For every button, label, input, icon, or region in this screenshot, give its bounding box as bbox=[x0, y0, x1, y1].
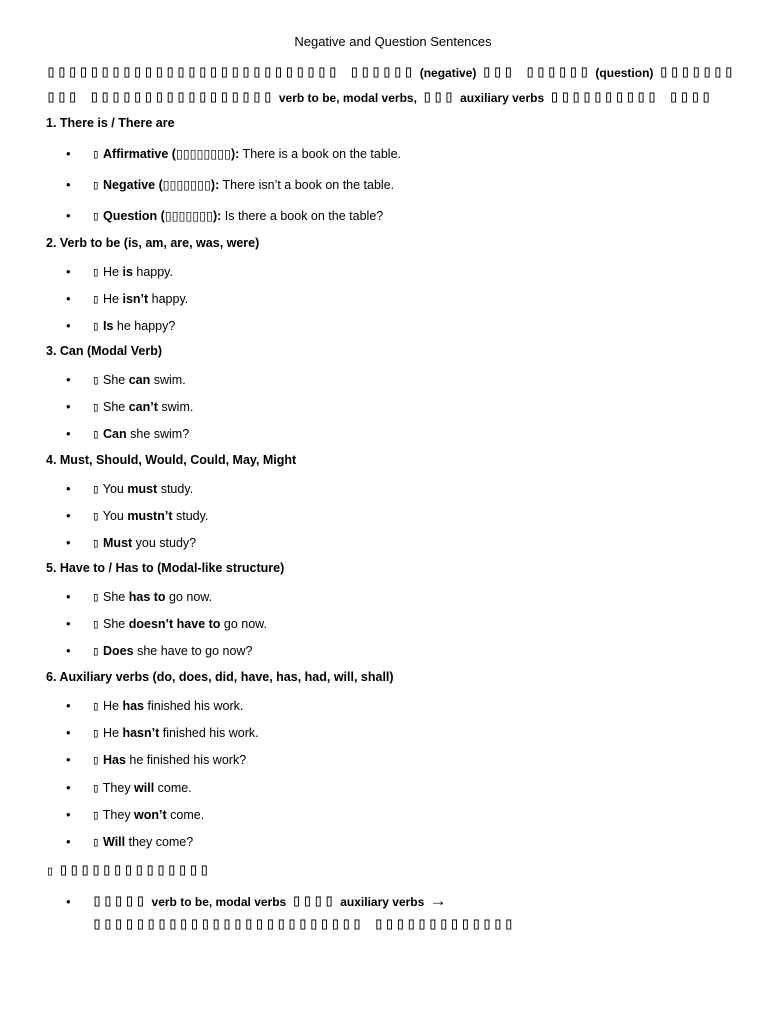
summary-bold-2: auxiliary verbs bbox=[340, 895, 425, 909]
list-item-body bbox=[92, 399, 193, 414]
bullet-icon: • bbox=[66, 834, 71, 849]
item-text-post: come. bbox=[154, 780, 192, 795]
intro-text-3: ▯▯▯▯▯▯▯ ▯▯▯ ▯▯▯▯▯▯▯▯▯▯▯▯▯▯▯▯▯ bbox=[46, 62, 735, 107]
item-text-bold: Affirmative (▯▯▯▯▯▯▯▯): bbox=[103, 147, 240, 161]
intro-text-2: ▯▯▯ ▯▯▯▯▯▯ bbox=[481, 62, 591, 82]
placeholder-icon: ▯ bbox=[92, 481, 100, 496]
bullet-icon: • bbox=[66, 318, 71, 334]
bullet-icon: • bbox=[66, 725, 71, 741]
item-text-pre: She bbox=[103, 373, 129, 387]
placeholder-icon: ▯ bbox=[92, 806, 100, 822]
intro-question: (question) bbox=[595, 66, 654, 80]
section-heading: 5. Have to / Has to (Modal-like structure) bbox=[46, 561, 285, 575]
item-text-post: go now. bbox=[165, 590, 213, 604]
bullet-icon: • bbox=[66, 399, 71, 415]
arrow-icon: → bbox=[429, 891, 448, 910]
placeholder-icon: ▯ bbox=[92, 399, 100, 415]
placeholder-icon: ▯ bbox=[92, 208, 100, 223]
list-item-body bbox=[92, 752, 246, 767]
summary-thai-2: ▯▯▯▯ bbox=[291, 891, 335, 911]
item-text-post: come. bbox=[166, 807, 205, 822]
item-text-bold: hasn’t bbox=[122, 726, 160, 741]
section-heading: 6. Auxiliary verbs (do, does, did, have, has, had, will, shall) bbox=[46, 670, 394, 684]
item-text-pre: She bbox=[103, 400, 129, 415]
item-text-post: There isn’t a book on the table. bbox=[219, 178, 395, 192]
list-item-body bbox=[92, 146, 401, 161]
section-heading: 4. Must, Should, Would, Could, May, Might bbox=[46, 453, 297, 467]
section-heading: 2. Verb to be (is, am, are, was, were) bbox=[46, 236, 260, 250]
item-text-post: swim. bbox=[157, 400, 194, 415]
item-text-pre: He bbox=[103, 726, 123, 741]
item-text-post: study. bbox=[172, 509, 209, 524]
placeholder-icon: ▯ bbox=[92, 177, 100, 192]
list-item-body bbox=[92, 426, 189, 441]
item-text-pre: She bbox=[103, 617, 129, 632]
bullet-icon: • bbox=[66, 616, 71, 632]
item-text-bold: will bbox=[134, 780, 155, 795]
item-text-post: Is there a book on the table? bbox=[221, 209, 384, 223]
bullet-icon: • bbox=[66, 894, 71, 909]
placeholder-icon: ▯ bbox=[92, 834, 100, 849]
item-text-bold: has bbox=[122, 699, 145, 713]
item-text-bold: doesn’t have to bbox=[128, 617, 221, 632]
item-text-bold: has to bbox=[128, 590, 166, 604]
list-item-body bbox=[92, 780, 192, 795]
placeholder-icon: ▯ bbox=[92, 372, 100, 387]
list-item-body bbox=[92, 264, 173, 279]
item-text-bold: Will bbox=[103, 835, 126, 849]
list-item-body bbox=[92, 589, 212, 604]
placeholder-icon: ▯ bbox=[92, 264, 100, 279]
bullet-icon: • bbox=[66, 589, 71, 604]
item-text-post: There is a book on the table. bbox=[239, 147, 401, 161]
bullet-icon: • bbox=[66, 208, 71, 223]
item-text-pre: He bbox=[103, 699, 123, 713]
item-text-pre: She bbox=[103, 590, 129, 604]
item-text-bold: Can bbox=[103, 427, 127, 442]
bullet-icon: • bbox=[66, 481, 71, 496]
placeholder-icon: ▯ bbox=[92, 426, 100, 442]
item-text-bold: can’t bbox=[128, 400, 158, 415]
summary-bold-1: verb to be, modal verbs bbox=[151, 895, 287, 909]
intro-text-1: ▯▯▯▯▯▯▯▯▯▯▯▯▯▯▯▯▯▯▯▯▯▯▯▯▯▯▯ ▯▯▯▯▯▯ bbox=[46, 62, 415, 82]
item-text-post: happy. bbox=[132, 265, 173, 279]
item-text-bold: Does bbox=[103, 644, 134, 659]
placeholder-icon: ▯ bbox=[92, 779, 100, 795]
item-text-post: he finished his work? bbox=[125, 753, 247, 768]
summary-text bbox=[92, 890, 712, 935]
intro-paragraph bbox=[46, 60, 736, 110]
item-text-bold: mustn’t bbox=[127, 509, 173, 524]
item-text-bold: Has bbox=[103, 753, 126, 768]
list-item-body bbox=[92, 616, 267, 631]
item-text-post: you study? bbox=[132, 536, 197, 551]
intro-aux: auxiliary verbs bbox=[460, 91, 545, 105]
list-item-body bbox=[92, 208, 383, 223]
bullet-icon: • bbox=[66, 177, 71, 192]
bullet-icon: • bbox=[66, 508, 71, 524]
bullet-icon: • bbox=[66, 426, 71, 442]
item-text-bold: Question (▯▯▯▯▯▯▯): bbox=[103, 209, 222, 223]
placeholder-icon: ▯ bbox=[92, 725, 100, 741]
list-item-body bbox=[92, 643, 252, 658]
placeholder-icon: ▯ bbox=[92, 318, 100, 334]
placeholder-icon: ▯ bbox=[92, 698, 100, 713]
bullet-icon: • bbox=[66, 643, 71, 659]
bullet-icon: • bbox=[66, 698, 71, 713]
intro-verbs: verb to be, modal verbs, bbox=[278, 91, 417, 105]
bullet-icon: • bbox=[66, 806, 71, 822]
item-text-post: happy. bbox=[148, 292, 189, 307]
intro-text-4: ▯▯▯ bbox=[422, 87, 455, 107]
summary-thai-3: ▯▯▯▯▯▯▯▯▯▯▯▯▯▯▯▯▯▯▯▯▯▯▯▯▯ ▯▯▯▯▯▯▯▯▯▯▯▯▯ bbox=[92, 914, 515, 934]
list-item-body bbox=[92, 177, 394, 192]
bullet-icon: • bbox=[66, 264, 71, 279]
item-text-bold: Is bbox=[103, 319, 114, 334]
summary-heading-text: ▯▯▯▯▯▯▯▯▯▯▯▯▯▯ bbox=[58, 860, 211, 880]
item-text-bold: Must bbox=[103, 536, 133, 551]
bullet-icon: • bbox=[66, 779, 71, 795]
item-text-post: finished his work. bbox=[159, 726, 259, 741]
summary-heading bbox=[46, 860, 210, 880]
list-item-body bbox=[92, 508, 208, 523]
placeholder-icon: ▯ bbox=[92, 589, 100, 604]
summary-thai-1: ▯▯▯▯▯ bbox=[92, 891, 147, 911]
item-text-pre: They bbox=[102, 780, 135, 795]
item-text-post: she have to go now? bbox=[133, 644, 253, 659]
placeholder-icon: ▯ bbox=[92, 616, 100, 632]
item-text-pre: You bbox=[102, 509, 128, 524]
item-text-post: go now. bbox=[220, 617, 267, 632]
item-text-post: swim. bbox=[150, 373, 186, 387]
placeholder-icon: ▯ bbox=[92, 643, 100, 659]
placeholder-icon: ▯ bbox=[92, 752, 100, 768]
item-text-post: he happy? bbox=[113, 319, 176, 334]
list-item-body bbox=[92, 535, 196, 550]
list-item-body bbox=[92, 725, 259, 740]
item-text-post: they come? bbox=[125, 835, 194, 849]
bullet-icon: • bbox=[66, 535, 71, 551]
item-text-pre: He bbox=[103, 292, 123, 307]
placeholder-icon: ▯ bbox=[92, 508, 100, 524]
placeholder-icon: ▯ bbox=[92, 146, 100, 161]
item-text-bold: can bbox=[128, 373, 151, 387]
section-heading: 3. Can (Modal Verb) bbox=[46, 344, 162, 358]
bullet-icon: • bbox=[66, 291, 71, 307]
item-text-pre: They bbox=[102, 807, 135, 822]
list-item-body bbox=[92, 372, 186, 387]
item-text-bold: Negative (▯▯▯▯▯▯▯): bbox=[103, 178, 220, 192]
section-heading: 1. There is / There are bbox=[46, 116, 175, 130]
bullet-icon: • bbox=[66, 146, 71, 161]
placeholder-icon: ▯ bbox=[92, 291, 100, 307]
summary-icon: ▯ bbox=[46, 864, 55, 879]
item-text-post: study. bbox=[157, 482, 194, 496]
list-item-body bbox=[92, 834, 193, 849]
list-item-body bbox=[92, 291, 188, 306]
intro-text-5: ▯▯▯▯▯▯▯▯▯▯ ▯▯▯▯ bbox=[549, 87, 713, 107]
item-text-pre: He bbox=[103, 265, 123, 279]
list-item-body bbox=[92, 807, 204, 822]
item-text-pre: You bbox=[102, 482, 128, 496]
list-item-body bbox=[92, 481, 193, 496]
bullet-icon: • bbox=[66, 372, 71, 387]
item-text-post: finished his work. bbox=[144, 699, 244, 713]
item-text-bold: won’t bbox=[134, 807, 167, 822]
intro-negative: (negative) bbox=[419, 66, 477, 80]
list-item-body bbox=[92, 318, 175, 333]
item-text-bold: is bbox=[122, 265, 133, 279]
bullet-icon: • bbox=[66, 752, 71, 768]
document-title: Negative and Question Sentences bbox=[294, 34, 492, 49]
placeholder-icon: ▯ bbox=[92, 535, 100, 551]
list-item-body bbox=[92, 698, 243, 713]
item-text-bold: must bbox=[127, 482, 158, 496]
item-text-bold: isn’t bbox=[122, 292, 149, 307]
item-text-post: she swim? bbox=[126, 427, 190, 442]
